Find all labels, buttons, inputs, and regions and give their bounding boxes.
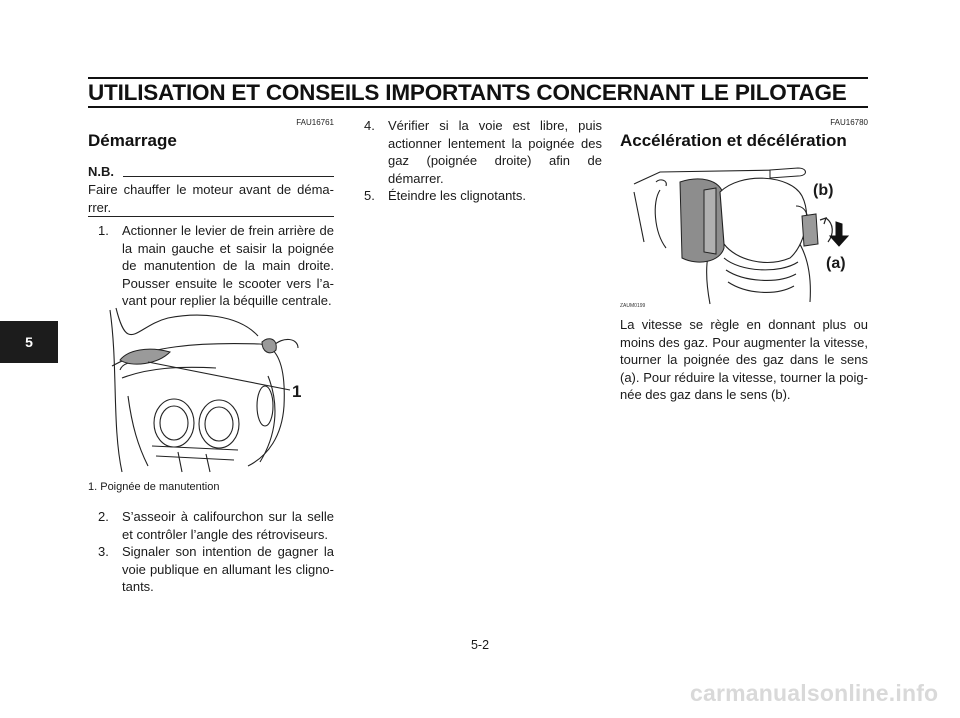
- step-2: [98, 508, 334, 543]
- step-4-number: 4.: [364, 118, 375, 133]
- step-5-text: Éteindre les clignotants.: [388, 188, 527, 203]
- heading-acceleration-text: Accélération et décélération: [620, 131, 847, 150]
- figure-label-b: (b): [813, 182, 834, 199]
- chapter-number: 5: [25, 334, 33, 350]
- section-heading-acceleration: [620, 131, 847, 151]
- page-number: 5-2: [470, 638, 490, 652]
- step-3: [98, 543, 334, 596]
- steps-top-list: [98, 222, 334, 310]
- figure-code-zaum: ZAUM0199: [620, 303, 646, 309]
- header-rule-top: [88, 77, 868, 79]
- step-2-number: 2.: [98, 509, 109, 524]
- step-5: [364, 187, 602, 205]
- section-code-demarrage: FAU16761: [296, 118, 334, 127]
- nb-top-rule: [123, 176, 334, 177]
- step-1-number: 1.: [98, 223, 109, 238]
- nb-label: N.B.: [88, 164, 114, 179]
- step-1-text: Actionner le levier de frein arrière de la main gauche et saisir la poignée de manutention de la main droite. Pousser ensuite le scooter vers l’a-vant pour replier la béquille centrale.: [122, 223, 334, 308]
- heading-demarrage-text: Démarrage: [88, 131, 177, 150]
- figure-scooter-handle: [108, 306, 334, 474]
- step-5-number: 5.: [364, 188, 375, 203]
- paragraph-acceleration: La vitesse se règle en donnant plus ou moins des gaz. Pour augmenter la vitesse, tourner la poignée des gaz dans le sens (a). Pour réduire la vitesse, tourner la poig-née des gaz dans le sens (b).: [620, 317, 868, 402]
- step-3-text: Signaler son intention de gagner la voie publique en allumant les cligno-tants.: [122, 544, 334, 594]
- steps-middle-list: [364, 117, 602, 205]
- nb-text: Faire chauffer le moteur avant de déma-rrer.: [88, 182, 334, 215]
- steps-bottom-list: [98, 508, 334, 596]
- section-code-acceleration: FAU16780: [830, 118, 868, 127]
- header-rule-bottom: [88, 106, 868, 108]
- figure-caption-poignee: 1. Poignée de manutention: [88, 481, 220, 493]
- step-2-text: S’asseoir à califourchon sur la selle et contrôler l’angle des rétroviseurs.: [122, 509, 334, 542]
- page-header-title: UTILISATION ET CONSEILS IMPORTANTS CONCERNANT LE PILOTAGE: [88, 80, 847, 105]
- step-4: [364, 117, 602, 187]
- step-1: [98, 222, 334, 310]
- figure-label-a: (a): [826, 255, 846, 272]
- nb-bottom-rule: [88, 216, 334, 217]
- section-heading-demarrage: [88, 131, 177, 151]
- step-4-text: Vérifier si la voie est libre, puis actionner lentement la poignée des gaz (poignée droite) afin de démarrer.: [388, 118, 602, 186]
- step-3-number: 3.: [98, 544, 109, 559]
- chapter-tab: [0, 321, 58, 363]
- figure-callout-1: 1: [292, 382, 302, 401]
- figure-throttle-grip: [620, 162, 868, 312]
- watermark-text: carmanualsonline.info: [690, 680, 939, 706]
